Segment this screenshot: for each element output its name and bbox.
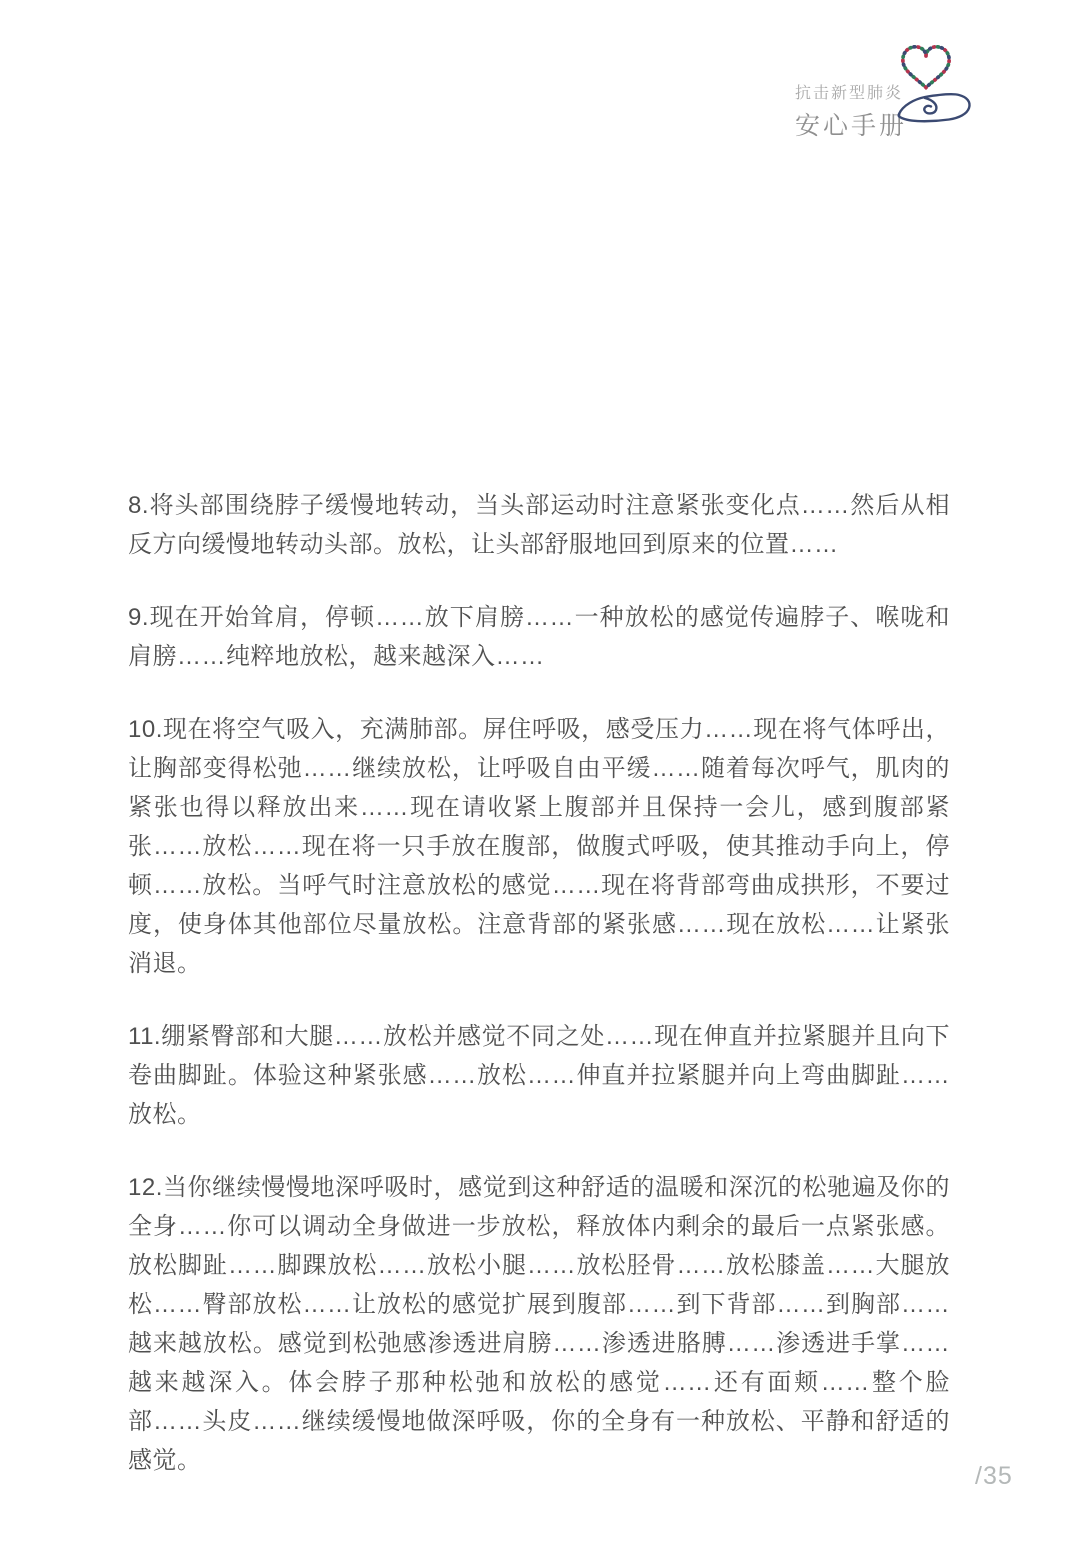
paragraph-8: 8.将头部围绕脖子缓慢地转动，当头部运动时注意紧张变化点……然后从相反方向缓慢地转动头部。放松，让头部舒服地回到原来的位置…… <box>128 492 950 558</box>
paragraph-12: 12.当你继续慢慢地深呼吸时，感觉到这种舒适的温暖和深沉的松驰遍及你的全身……你可以调动全身做进一步放松，释放体内剩余的最后一点紧张感。放松脚趾……脚踝放松……放松小腿……放松胫骨……放松膝盖……大腿放松……臀部放松……让放松的感觉扩展到腹部……到下背部……到胸部……越来越放松。感觉到松弛感渗透进肩膀……渗透进胳膊……渗透进手掌……越来越深入。体会脖子那种松弛和放松的感觉……还有面颊……整个脸部……头皮……继续缓慢地做深呼吸，你的全身有一种放松、平静和舒适的感觉。 <box>128 1174 950 1474</box>
page-number: /35 <box>975 1462 1013 1490</box>
document-body <box>128 486 950 1514</box>
brand-tagline: 抗击新型肺炎 <box>795 85 904 102</box>
brand-logo <box>890 40 980 140</box>
brand-title: 安心手册 <box>795 112 908 140</box>
paragraph-9: 9.现在开始耸肩，停顿……放下肩膀……一种放松的感觉传遍脖子、喉咙和肩膀……纯粹地放松，越来越深入…… <box>128 604 950 670</box>
paragraph-10: 10.现在将空气吸入，充满肺部。屏住呼吸，感受压力……现在将气体呼出，让胸部变得松弛……继续放松，让呼吸自由平缓……随着每次呼气，肌肉的紧张也得以释放出来……现在请收紧上腹部并且保持一会儿，感到腹部紧张……放松……现在将一只手放在腹部，做腹式呼吸，使其推动手向上，停顿……放松。当呼气时注意放松的感觉……现在将背部弯曲成拱形，不要过度，使身体其他部位尽量放松。注意背部的紧张感……现在放松……让紧张消退。 <box>128 716 950 977</box>
hand-icon <box>895 90 973 131</box>
paragraph-11: 11.绷紧臀部和大腿……放松并感觉不同之处……现在伸直并拉紧腿并且向下卷曲脚趾。体验这种紧张感……放松……伸直并拉紧腿并向上弯曲脚趾……放松。 <box>128 1023 950 1128</box>
